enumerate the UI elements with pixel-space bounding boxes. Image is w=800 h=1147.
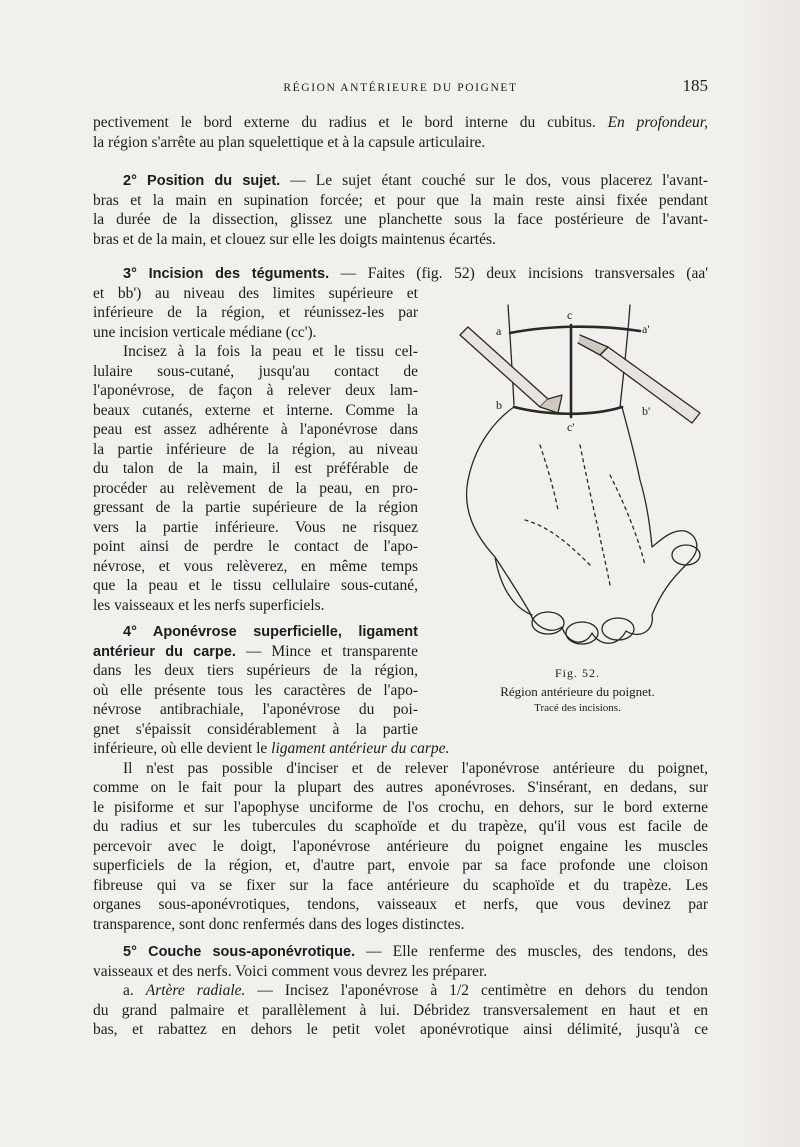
section-heading: 2° Position du sujet.: [123, 173, 281, 189]
label-c: c: [567, 308, 573, 322]
italic-span: Artère radiale.: [145, 982, 246, 999]
text-line: transparence, sont donc renfermés dans des loges distinctes.: [93, 915, 465, 933]
figure-number: Fig. 52.: [554, 666, 600, 680]
text-line: et bb') au niveau des limites supérieure et: [93, 284, 418, 302]
text-span: a.: [123, 982, 146, 999]
text-line: la durée de la dissection, glissez une planchette sous la face postérieure de l'avant-: [93, 211, 708, 228]
italic-span: En profondeur,: [607, 114, 709, 131]
text-line: vers la partie inférieure. Vous ne risquez: [93, 518, 418, 536]
text-span: pectivement le bord externe du radius et le bord interne du cubitus.: [93, 114, 608, 131]
page-number: 185: [682, 76, 708, 95]
palm-crease-1: [525, 520, 590, 565]
hand-illustration: [440, 295, 715, 665]
label-b-prime: b': [642, 404, 651, 418]
text-line: percevoir avec le doigt, l'aponévrose antérieure du poignet engaine les muscles: [93, 837, 708, 855]
text-line: une incision verticale médiane (cc').: [93, 323, 317, 341]
text-line: le pisiforme et sur l'apophyse unciforme de l'os crochu, en dehors, sur le bord externe: [93, 798, 708, 816]
text-line: [93, 113, 708, 133]
forearm-left-edge: [508, 305, 514, 405]
section-4-continued: [93, 739, 708, 934]
text-line: que la peau et le tissu cellulaire sous-cutané,: [93, 577, 418, 594]
text-line: les vaisseaux et les nerfs superficiels.: [93, 596, 325, 614]
text-line: l'aponévrose, de façon à relever deux lam-: [93, 382, 418, 399]
fingertip-2: [566, 622, 598, 644]
text-line: du talon de la main, il est préférable de: [93, 460, 418, 477]
section-3: [93, 264, 708, 284]
text-line: du radius et sur les tubercules du scaphoïde et du trapèze, qu'il vous est facile de: [93, 818, 708, 835]
figure-subtitle: Tracé des incisions.: [534, 702, 621, 714]
fingertip-4: [672, 545, 700, 565]
text-line: [93, 981, 708, 1001]
text-line: dans les deux tiers supérieurs de la région,: [93, 662, 418, 679]
text-line: Incisez à la fois la peau et le tissu cel-: [123, 343, 418, 360]
text-line: comme on le fait pour la plupart des autres aponévroses. S'insérant, en dedans, sur: [93, 779, 708, 796]
incision-aa: [510, 327, 640, 333]
label-c-prime: c': [567, 420, 575, 434]
text-line: [93, 264, 708, 284]
text-line: bas, et rabattez en dehors le petit volet aponévrotique ainsi délimité, jusqu'à ce: [93, 1021, 708, 1038]
palm-crease-2: [580, 445, 610, 585]
palm-crease-4: [540, 445, 558, 510]
section-3-text: [93, 284, 418, 616]
left-retractor: [460, 327, 548, 407]
page-edge-shadow: [740, 0, 800, 1147]
text-line: [93, 942, 708, 962]
label-a: a: [496, 324, 502, 338]
text-line: lulaire sous-cutané, jusqu'au contact de: [93, 362, 418, 380]
section-heading: 4° Aponévrose superficielle, ligament: [123, 624, 418, 640]
right-retractor-tip: [578, 335, 608, 355]
section-heading: 3° Incision des téguments.: [123, 266, 330, 282]
text-line: beaux cutanés, externe et interne. Comme la: [93, 401, 418, 419]
text-line: procéder au relèvement de la peau, en pro-: [93, 479, 418, 497]
text-line: [93, 622, 418, 642]
section-heading: antérieur du carpe.: [93, 643, 236, 660]
text-line: bras et de la main, et clouez sur elle les doigts maintenus écartés.: [93, 230, 496, 248]
text-line: du grand palmaire et parallèlement à lui. Débridez transversalement en haut et en: [93, 1001, 708, 1019]
section-4: [93, 622, 418, 739]
text-line: la partie inférieure de la région, au niveau: [93, 440, 418, 458]
text-line: névrose antibrachiale, l'aponévrose du poi-: [93, 701, 418, 718]
text-line: peau est assez adhérente à l'aponévrose dans: [93, 421, 418, 438]
running-title: RÉGION ANTÉRIEURE DU POIGNET: [283, 82, 518, 94]
text-span: — Le sujet étant couché sur le dos, vous placerez l'avant-: [280, 172, 708, 189]
text-span: — Elle renferme des muscles, des tendons, des: [355, 943, 709, 960]
text-line: bras et la main en supination forcée; et pour que la main reste ainsi fixée pendant: [93, 191, 708, 209]
hand-outline: [467, 407, 697, 643]
intro-paragraph: [93, 113, 708, 152]
text-line: vaisseaux et des nerfs. Voici comment vous devrez les préparer.: [93, 962, 488, 980]
section-heading: 5° Couche sous-aponévrotique.: [123, 944, 356, 960]
text-line: [93, 171, 708, 191]
text-line: inférieure de la région, et réunissez-les par: [93, 304, 418, 321]
text-line: superficiels de la région, et, d'autre part, envoie par sa face profonde une cloison: [93, 857, 708, 874]
text-line: la région s'arrête au plan squelettique et à la capsule articulaire.: [93, 133, 486, 151]
fingertip-3: [602, 618, 634, 640]
text-line: organes sous-aponévrotiques, tendons, vaisseaux et nerfs, que vous devinez par: [93, 896, 708, 913]
running-head: [93, 76, 708, 102]
text-line: Il n'est pas possible d'inciser et de relever l'aponévrose antérieure du poignet,: [123, 759, 708, 777]
figure-52: [440, 295, 715, 665]
text-span: — Mince et transparente: [235, 642, 418, 660]
text-line: gressant de la partie supérieure de la région: [93, 499, 418, 516]
figure-title: Région antérieure du poignet.: [500, 684, 655, 699]
label-b: b: [496, 398, 502, 412]
text-line: fibreuse qui va se fixer sur la face antérieure du scaphoïde et du trapèze. Les: [93, 876, 708, 894]
section-2: [93, 171, 708, 249]
text-line: gnet s'épaissit considérablement à la partie: [93, 720, 418, 738]
section-5: [93, 942, 708, 1040]
text-span: — Faites (fig. 52) deux incisions transversales (aa': [329, 265, 708, 282]
text-line: [93, 739, 708, 759]
text-line: névrose, et vous relèverez, en même temps: [93, 557, 418, 575]
italic-span: ligament antérieur du carpe.: [271, 740, 450, 757]
text-line: [93, 642, 418, 662]
text-line: point ainsi de perdre le contact de l'apo-: [93, 538, 418, 555]
text-span: — Incisez l'aponévrose à 1/2 centimètre en dehors du tendon: [245, 982, 708, 999]
incision-bb: [514, 407, 622, 414]
text-line: où elle présente tous les caractères de l'apo-: [93, 681, 418, 699]
text-span: inférieure, où elle devient le: [93, 740, 272, 757]
palm-crease-3: [610, 475, 645, 565]
label-a-prime: a': [642, 322, 650, 336]
